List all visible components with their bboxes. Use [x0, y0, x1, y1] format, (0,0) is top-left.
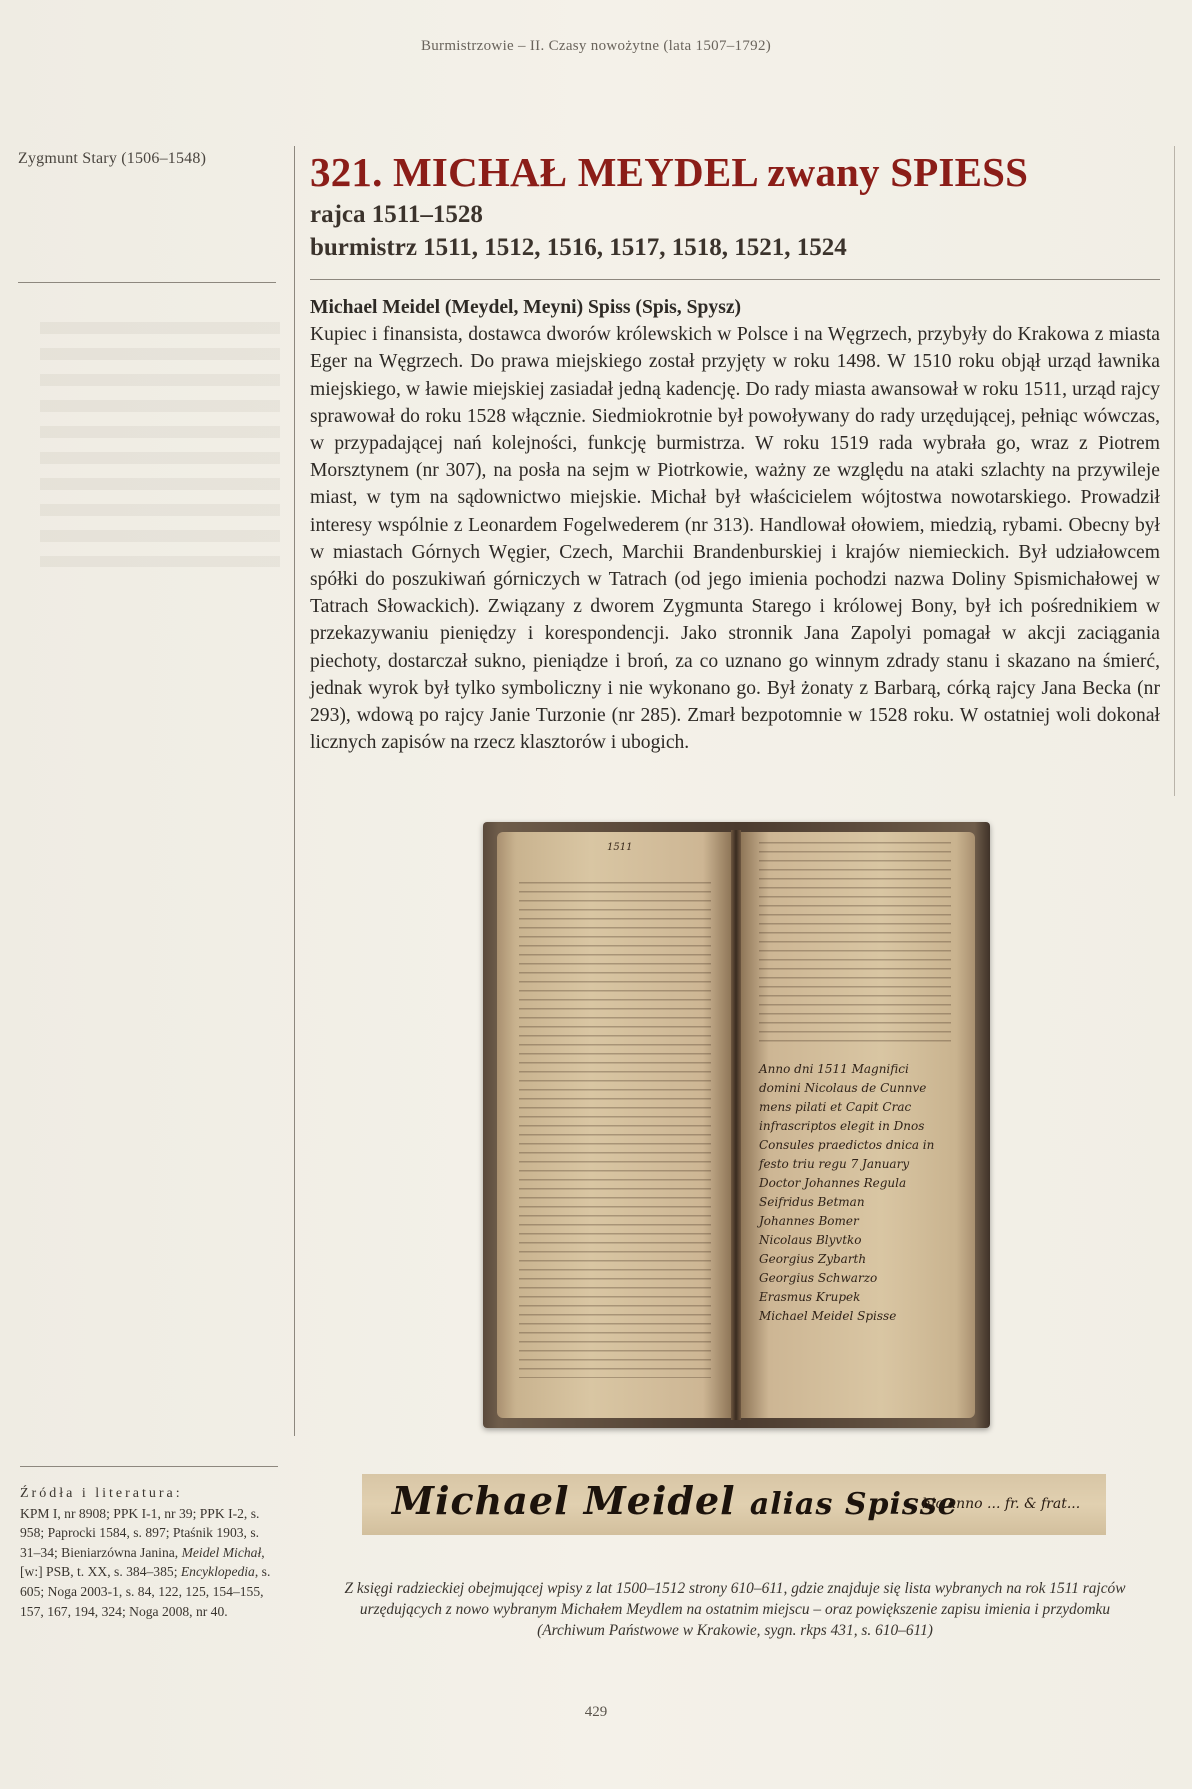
- entry-offices: [310, 198, 1160, 264]
- sources-heading: Źródła i literatura:: [20, 1486, 183, 1501]
- ms-line: infrascriptos elegit in Dnos: [759, 1119, 925, 1133]
- page-number: 429: [584, 1704, 608, 1720]
- signature-enlargement: [362, 1474, 1106, 1535]
- sources-divider: [20, 1466, 278, 1467]
- sidebar-divider: [18, 282, 276, 283]
- entry-alias: SPIESS: [890, 149, 1029, 195]
- ms-line: Johannes Bomer: [759, 1214, 859, 1228]
- biography-text: Kupiec i finansista, dostawca dworów królewskich w Polsce i na Węgrzech, przybyły do Krakowa z miasta Eger na Węgrzech. Do prawa miejskiego został przyjęty w roku 1498. W 1510 roku objął urząd ławnika miejskiego, w ławie miejskiej zasiadał jedną kadencję. Do rady miasta awansował w roku 1511, urząd rajcy sprawował do roku 1528 włącznie. Siedmiokrotnie był powoływany do rady urzędującej, pełniąc wówczas, w przypadającej nań kolejności, funkcję burmistrza. W roku 1519 rada wybrała go, wraz z Piotrem Morsztynem (nr 307), na posła na sejm w Piotrkowie, ważny ze względu na ataki szlachty na przywileje miast, w tym na sądownictwo miejskie. Michał był właścicielem wójtostwa nowotarskiego. Prowadził interesy wspólnie z Leonardem Fogelwederem (nr 313). Handlował ołowiem, miedzią, rybami. Obecny był w miastach Górnych Węgier, Czech, Marchii Brandenburskiej i krajów niemieckich. Był udziałowcem spółki do poszukiwań górniczych w Tatrach (od jego imienia pochodzi nazwa Doliny Spismichałowej w Tatrach Słowackich). Związany z dworem Zygmunta Starego i królowej Bony, był ich pośrednikiem w przekazywaniu pieniędzy i korespondencji. Jako stronnik Jana Zapolyi pomagał w akcji zaciągania piechoty, dostarczał sukno, pieniądze i broń, za co uznano go winnym zdrady stanu i skazano na śmierć, jednak wyrok był tylko symboliczny i nie wykonano go. Był żonaty z Barbarą, córką rajcy Jana Becka (nr 293), wdową po rajcy Janie Turzonie (nr 285). Zmarł bezpotomnie w 1528 roku. W ostatniej woli dokonał licznych zapisów na rzecz klasztorów i ubogich.: [310, 324, 1160, 754]
- ms-line: Nicolaus Blyvtko: [759, 1233, 862, 1247]
- caption-text: Z księgi radzieckiej obejmującej wpisy z lat 1500–1512 strony 610–611, gdzie znajduje się lista wybranych na rok 1511 rajców urzędujących z nowo wybranym Michałem Meydlem na ostatnim miejscu – oraz powiększenie zapisu imienia i przydomku: [344, 1580, 1126, 1618]
- entry-header: [310, 150, 1160, 264]
- manuscript-photo: [483, 822, 990, 1428]
- reign-label: Zygmunt Stary (1506–1548): [18, 150, 207, 167]
- councillor-term: rajca 1511–1528: [310, 201, 483, 229]
- figure-caption: [310, 1578, 1160, 1641]
- councillor-list: [759, 1060, 969, 1326]
- manuscript-year: 1511: [607, 842, 633, 853]
- manuscript-left-page: [497, 832, 731, 1418]
- ms-line: festo triu regu 7 January: [759, 1157, 910, 1171]
- ms-line: Anno dni 1511 Magnifici: [759, 1062, 909, 1076]
- ms-line: mens pilati et Capit Crac: [759, 1100, 912, 1114]
- manuscript-right-page: [741, 832, 975, 1418]
- mayor-years: burmistrz 1511, 1512, 1516, 1517, 1518, 1521, 1524: [310, 234, 847, 262]
- book-gutter: [731, 830, 741, 1420]
- signature-tail: hic anno ... fr. & frat...: [922, 1496, 1081, 1512]
- name-variants: Michael Meidel (Meydel, Meyni) Spiss (Spis, Spysz): [310, 297, 742, 318]
- column-divider: [294, 146, 295, 1436]
- ms-line: Erasmus Krupek: [759, 1290, 861, 1304]
- caption-archive: (Archiwum Państwowe w Krakowie, sygn. rkps 431, s. 610–611): [537, 1622, 933, 1639]
- right-margin-rule: [1174, 146, 1175, 796]
- entry-number: 321.: [310, 149, 383, 195]
- biography: [310, 294, 1160, 756]
- ms-line: domini Nicolaus de Cunnve: [759, 1081, 927, 1095]
- ms-line: Michael Meidel Spisse: [759, 1309, 897, 1323]
- entry-title: [310, 150, 1160, 194]
- sidebar: [18, 150, 276, 168]
- bleed-through-text: [40, 322, 280, 567]
- sources-text: KPM I, nr 8908; PPK I-1, nr 39; PPK I-2, s. 958; Paprocki 1584, s. 897; Ptaśnik 1903, s. 31–34; Bieniarzówna Janina, Meidel Michał, [w:] PSB, t. XX, s. 384–385; Encyklopedia, s. 605; Noga 2003-1, s. 84, 122, 125, 154–155, 157, 167, 194, 324; Noga 2008, nr 40.: [20, 1505, 271, 1619]
- ms-line: Consules praedictos dnica in: [759, 1138, 935, 1152]
- ms-line: Doctor Johannes Regula: [759, 1176, 907, 1190]
- entry-name: MICHAŁ MEYDEL: [393, 149, 757, 195]
- signature-name: Michael Meidel alias Spisse: [392, 1478, 958, 1523]
- entry-called: zwany: [767, 149, 880, 195]
- running-header: Burmistrzowie – II. Czasy nowożytne (lata 1507–1792): [420, 38, 772, 54]
- manuscript-script: [519, 882, 711, 1378]
- manuscript-script: [759, 842, 951, 1042]
- sources: [20, 1484, 282, 1621]
- title-divider: [310, 279, 1160, 280]
- ms-line: Georgius Schwarzo: [759, 1271, 878, 1285]
- ms-line: Georgius Zybarth: [759, 1252, 867, 1266]
- ms-line: Seifridus Betman: [759, 1195, 865, 1209]
